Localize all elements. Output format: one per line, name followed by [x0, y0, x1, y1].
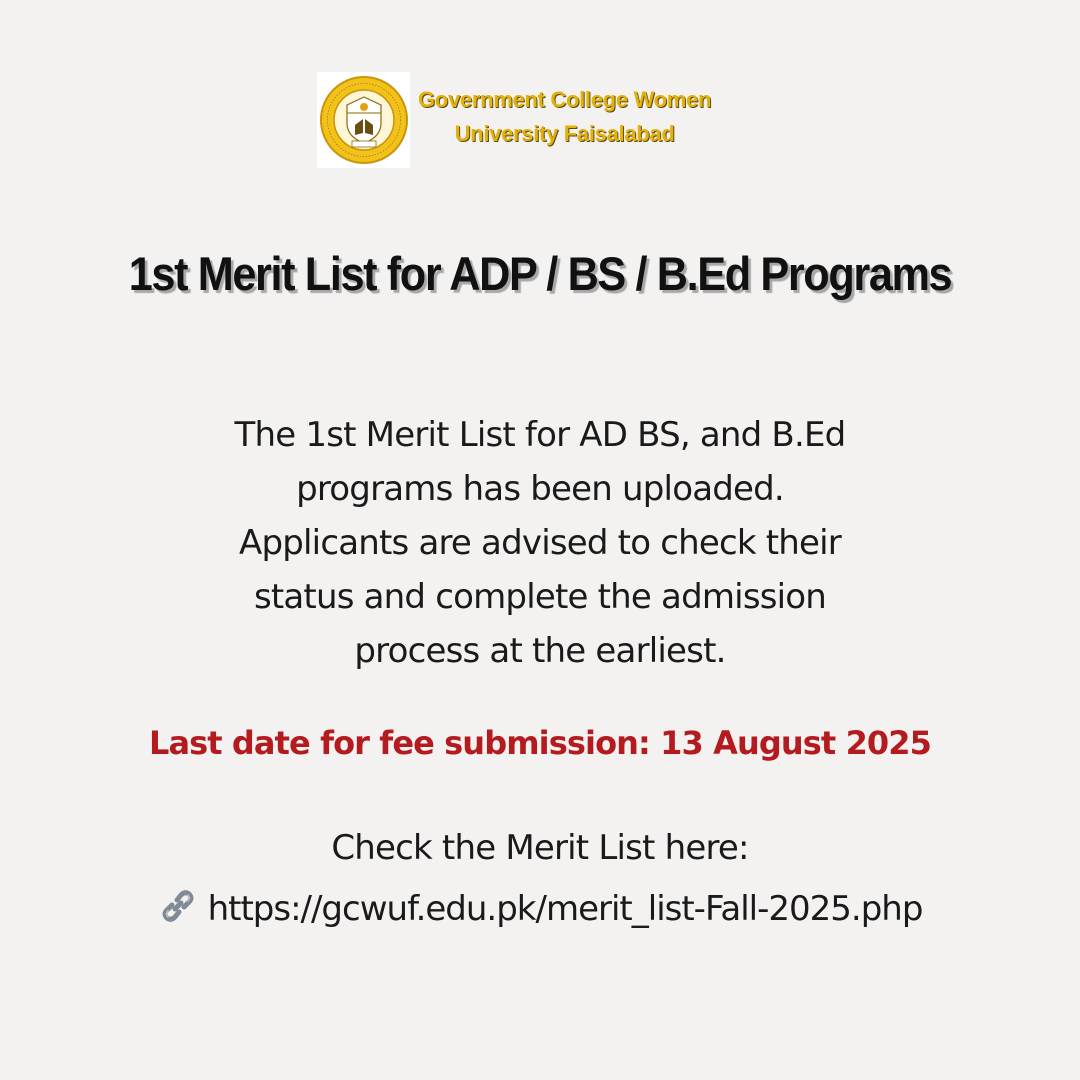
body-line: The 1st Merit List for AD BS, and B.Ed [234, 415, 846, 455]
body-line: status and complete the admission [253, 577, 827, 617]
announcement-body [170, 408, 910, 678]
merit-list-link-row[interactable] [0, 882, 1080, 935]
page-title: 1st Merit List for ADP / BS / B.Ed Programs [128, 247, 952, 300]
merit-list-url[interactable]: https://gcwuf.edu.pk/merit_list-Fall-2025.php [207, 888, 923, 929]
university-name [418, 83, 711, 151]
body-line: programs has been uploaded. [296, 469, 784, 509]
university-crest-icon [317, 72, 410, 168]
body-line: Applicants are advised to check their [239, 523, 841, 563]
university-name-line2: University Faisalabad [454, 121, 675, 146]
merit-list-label: Check the Merit List here: [331, 828, 749, 868]
header [317, 72, 711, 168]
university-name-line1: Government College Women [418, 87, 712, 112]
link-icon [158, 886, 198, 935]
body-line: process at the earliest. [354, 631, 726, 671]
fee-deadline: Last date for fee submission: 13 August 2025 [148, 724, 932, 762]
